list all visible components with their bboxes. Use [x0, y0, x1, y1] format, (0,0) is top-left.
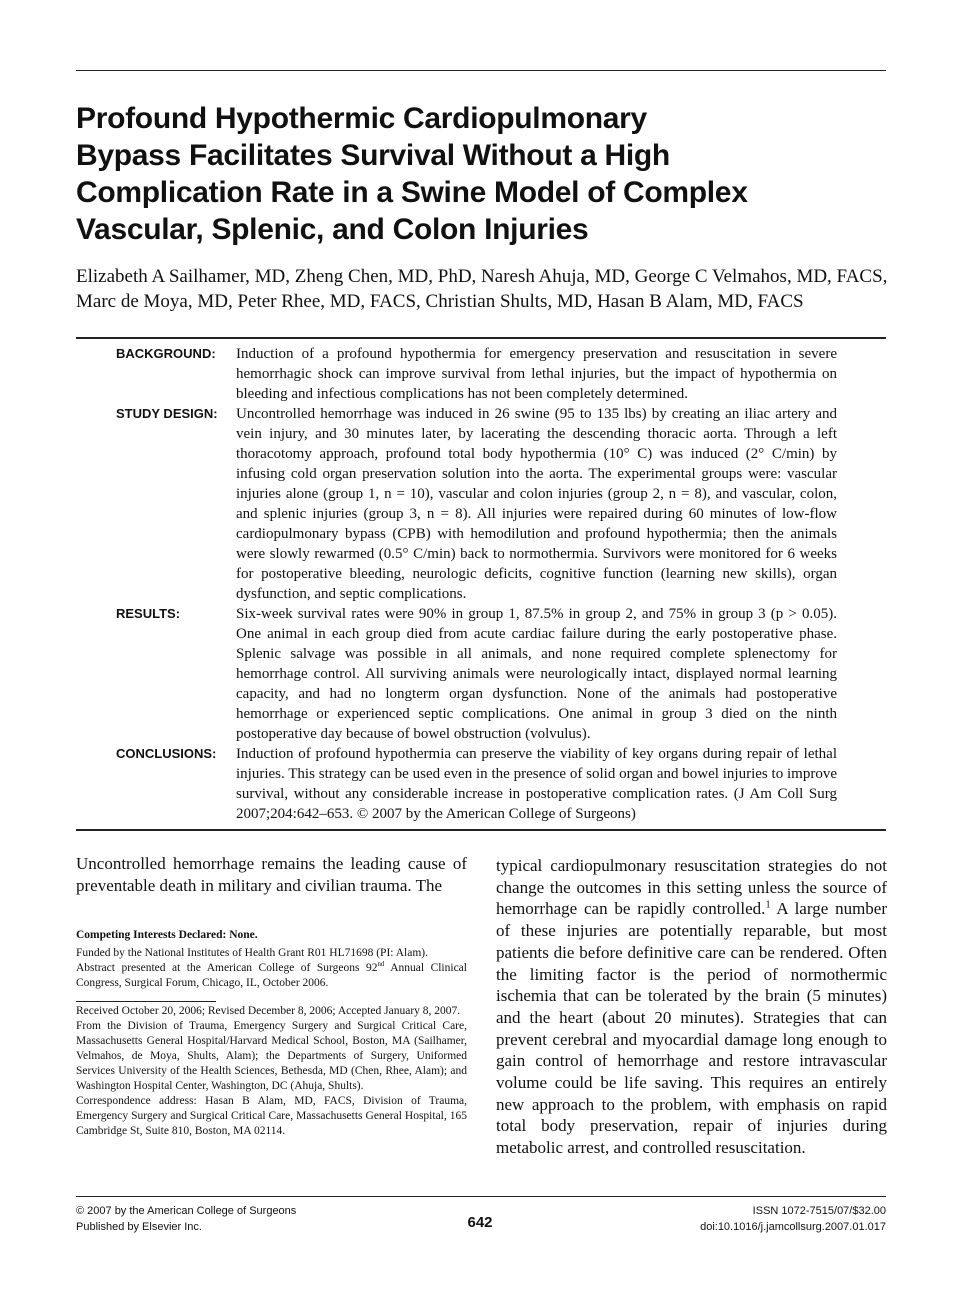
title-line: Profound Hypothermic Cardiopulmonary — [76, 102, 647, 135]
doi: doi:10.1016/j.jamcollsurg.2007.01.017 — [700, 1221, 886, 1233]
funding-note: Funded by the National Institutes of Health Grant R01 HL71698 (PI: Alam). — [76, 947, 428, 959]
title-line: Vascular, Splenic, and Colon Injuries — [76, 213, 589, 246]
title-line: Bypass Facilitates Survival Without a High — [76, 139, 670, 172]
title-line: Complication Rate in a Swine Model of Complex — [76, 176, 748, 209]
body-text: typical cardiopulmonary resuscitation strategies do not change the outcomes in this setting unless the source of hemorrhage can be rapidly controlled. — [496, 856, 887, 919]
correspondence-address: Correspondence address: Hasan B Alam, MD, FACS, Division of Trauma, Emergency Surgery and Surgical Critical Care, Massachusetts General Hospital, 165 Cambridge St, Suite 810, Boston, MA 02114. — [76, 1095, 467, 1137]
body-right-column — [496, 855, 887, 1159]
abstract-note-sup: nd — [377, 961, 385, 969]
abstract-top-rule — [76, 337, 886, 339]
author-line: Marc de Moya, MD, Peter Rhee, MD, FACS, Christian Shults, MD, Hasan B Alam, MD, FACS — [76, 291, 804, 312]
abstract-presented-note — [76, 961, 467, 991]
copyright: © 2007 by the American College of Surgeons — [76, 1205, 297, 1217]
competing-interests: Competing Interests Declared: None. — [76, 929, 258, 941]
conclusions-label: CONCLUSIONS: — [116, 746, 217, 761]
body-text: A large number of these injuries are potentially reparable, but most patients die before definitive care can be rendered. Often the limiting factor is the period of normothermic ischemia that can be tolerated by the brain (5 minutes) and the heart (about 20 minutes). Strategies that can prevent cerebral and myocardial damage long enough to gain control of hemorrhage and restore intravascular volume could be life saving. This requires an entirely new approach to the problem, with emphasis on rapid total body preservation, repair of injuries during metabolic arrest, and controlled resuscitation. — [496, 899, 887, 1158]
footnotes — [76, 928, 467, 1139]
reference-marker: 1 — [765, 899, 771, 911]
publisher: Published by Elsevier Inc. — [76, 1221, 202, 1233]
received-dates: Received October 20, 2006; Revised December 8, 2006; Accepted January 8, 2007. — [76, 1005, 461, 1017]
body-left-column: Uncontrolled hemorrhage remains the leading cause of preventable death in military and civilian trauma. The — [76, 854, 467, 895]
conclusions-text: Induction of profound hypothermia can preserve the viability of key organs during repair of lethal injuries. This strategy can be used even in the presence of solid organ and bowel injuries to improve survival, without any considerable increase in postoperative complication rates. (J Am Coll Surg 2007;204:642–653. © 2007 by the American College of Surgeons) — [236, 746, 837, 822]
affiliations: From the Division of Trauma, Emergency Surgery and Surgical Critical Care, Massachusetts General Hospital/Harvard Medical School, Boston, MA (Sailhamer, Velmahos, de Moya, Shults, Alam); the Departments of Surgery, Uniformed Services University of the Health Sciences, Bethesda, MD (Chen, Rhee, Alam); and Washington Hospital Center, Washington, DC (Ahuja, Shults). — [76, 1020, 467, 1092]
study-design-label: STUDY DESIGN: — [116, 406, 218, 421]
issn: ISSN 1072-7515/07/$32.00 — [752, 1205, 886, 1217]
top-rule — [76, 70, 886, 71]
footer-right — [560, 1203, 886, 1235]
footer-left — [76, 1203, 406, 1235]
article-title — [76, 100, 886, 248]
abstract-bottom-rule — [76, 829, 886, 831]
author-list — [76, 264, 886, 314]
background-text: Induction of a profound hypothermia for emergency preservation and resuscitation in severe hemorrhagic shock can improve survival from lethal injuries, but the impact of hypothermia on bleeding and infectious complications has not been completely determined. — [236, 346, 837, 402]
footnote-rule — [76, 1001, 216, 1002]
study-design-text: Uncontrolled hemorrhage was induced in 26 swine (95 to 135 lbs) by creating an iliac artery and vein injury, and 30 minutes later, by lacerating the descending thoracic aorta. Through a left thoracotomy approach, profound total body hypothermia (10° C) was induced (2° C/min) by infusing cold organ preservation solution into the aorta. The experimental groups were: vascular injuries alone (group 1, n = 10), vascular and colon injuries (group 2, n = 8), and vascular, colon, and splenic injuries (group 3, n = 8). All injuries were repaired during 60 minutes of low-flow cardiopulmonary bypass (CPB) with hemodilution and profound hypothermia; then the animals were slowly rewarmed (0.5° C/min) back to normothermia. Survivors were monitored for 6 weeks for postoperative bleeding, neurologic deficits, cognitive function (learning new skills), organ dysfunction, and septic complications. — [236, 406, 837, 602]
abstract-note-text: Annual Clinical Congress, Surgical Forum, Chicago, IL, October 2006. — [76, 962, 467, 989]
abstract-note-text: Abstract presented at the American College of Surgeons 92 — [76, 962, 378, 974]
footer-rule — [76, 1196, 886, 1197]
results-text: Six-week survival rates were 90% in group 1, 87.5% in group 2, and 75% in group 3 (p > 0.05). One animal in each group died from acute cardiac failure during the early postoperative phase. Splenic salvage was possible in all animals, and none required complete splenectomy for hemorrhage control. All surviving animals were neurologically intact, displayed normal learning capacity, and had no longterm organ dysfunction. None of the animals had postoperative hemorrhage or experienced septic complications. One animal in group 3 died on the ninth postoperative day because of bowel obstruction (volvulus). — [236, 606, 837, 742]
author-line: Elizabeth A Sailhamer, MD, Zheng Chen, MD, PhD, Naresh Ahuja, MD, George C Velmahos, MD, FACS, — [76, 266, 888, 287]
results-label: RESULTS: — [116, 606, 181, 621]
background-label: BACKGROUND: — [116, 346, 216, 361]
page-number: 642 — [467, 1214, 493, 1231]
